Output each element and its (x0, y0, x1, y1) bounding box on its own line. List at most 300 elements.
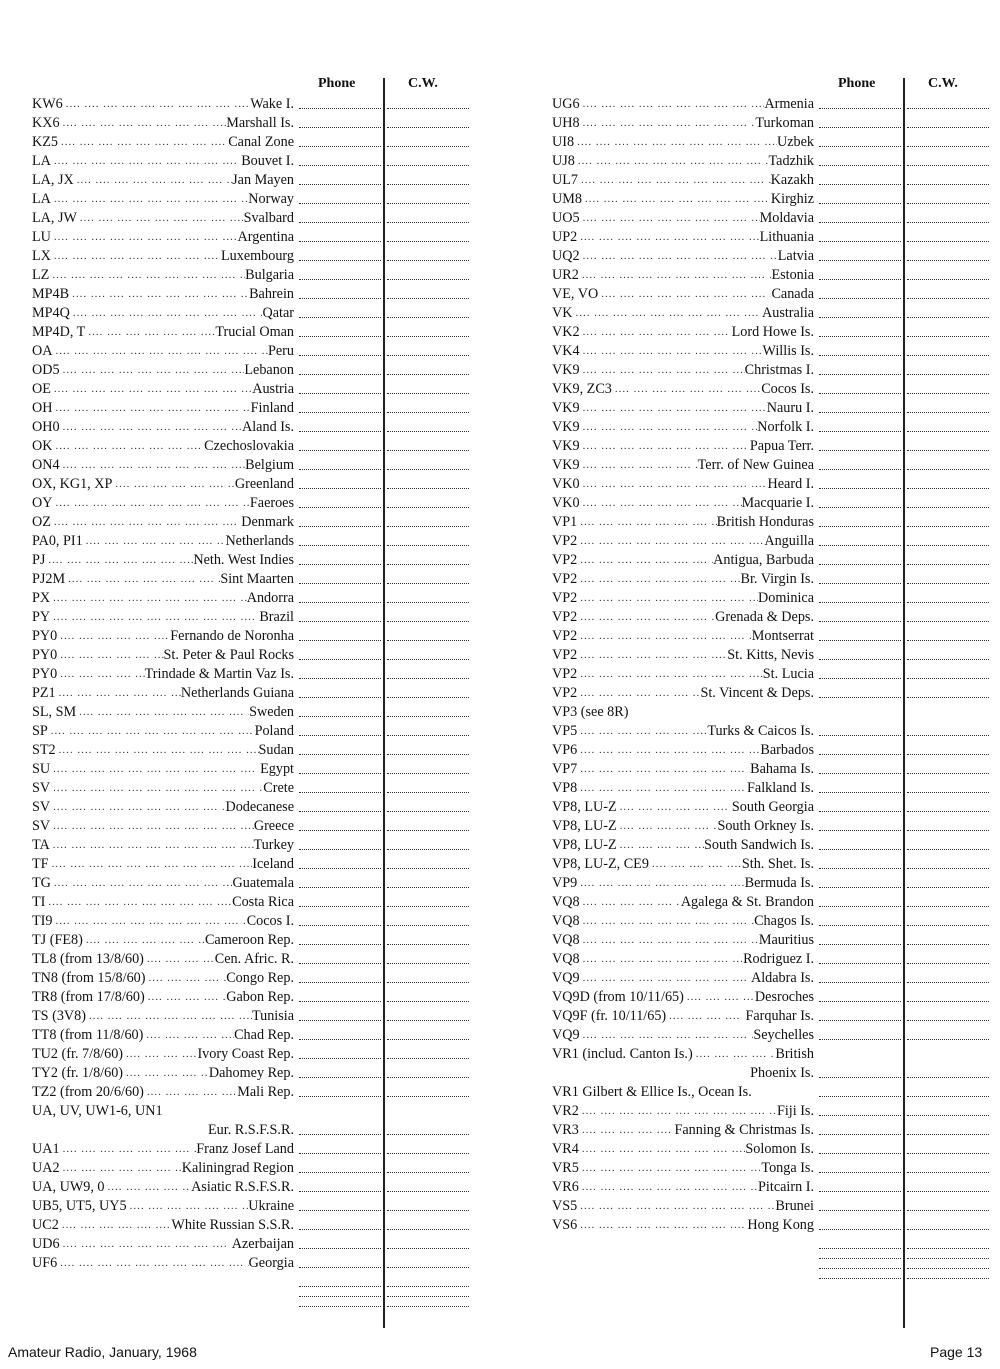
dot-leader (577, 570, 740, 589)
cw-entry-line (387, 615, 469, 622)
cw-entry-line (387, 634, 469, 641)
callsign: KX6 (32, 115, 60, 131)
dot-leader (50, 836, 254, 855)
dot-leader (53, 494, 250, 513)
phone-entry-line (819, 976, 901, 983)
cw-entry-line (907, 463, 989, 470)
dot-leader (580, 323, 732, 342)
dot-leader (50, 779, 263, 798)
phone-entry-line (819, 1033, 901, 1040)
cw-entry-line (387, 1166, 469, 1173)
phone-entry-line (819, 1223, 901, 1230)
callsign: PY0 (32, 628, 58, 644)
phone-entry-line (299, 1014, 381, 1021)
callsign: OZ (32, 514, 51, 530)
country-name: White Russian S.S.R. (171, 1217, 294, 1233)
country-name: Moldavia (759, 210, 814, 226)
phone-entry-line (299, 615, 381, 622)
phone-entry-line (299, 463, 381, 470)
dot-leader (50, 760, 260, 779)
phone-entry-line (299, 900, 381, 907)
footer-publication: Amateur Radio, January, 1968 (8, 1344, 197, 1360)
cw-entry-line (387, 102, 469, 109)
cw-entry-line (907, 900, 989, 907)
dot-leader (144, 1083, 237, 1102)
country-name: Costa Rica (232, 894, 294, 910)
phone-entry-line (299, 786, 381, 793)
callsign: TI (32, 894, 46, 910)
country-name: British (775, 1046, 814, 1062)
phone-entry-line (819, 919, 901, 926)
callsign: VS5 (552, 1198, 578, 1214)
phone-entry-line (299, 862, 381, 869)
dot-leader (60, 418, 242, 437)
callsign: VS6 (552, 1217, 578, 1233)
dot-leader (53, 342, 268, 361)
country-name: Nauru I. (766, 400, 814, 416)
phone-entry-line (819, 197, 901, 204)
callsign: LZ (32, 267, 50, 283)
dot-leader (60, 1159, 182, 1178)
dot-leader (577, 1197, 775, 1216)
dot-leader (53, 912, 247, 931)
cw-entry-line (907, 102, 989, 109)
callsign: KZ5 (32, 134, 59, 150)
phone-entry-line (819, 1109, 901, 1116)
dot-leader (684, 988, 755, 1007)
country-name: Mali Rep. (237, 1084, 294, 1100)
callsign: OH0 (32, 419, 60, 435)
country-name: Cen. Afric. R. (214, 951, 294, 967)
dot-leader (666, 1007, 745, 1026)
callsign: VR3 (552, 1122, 579, 1138)
dot-leader (74, 171, 232, 190)
phone-header: Phone (838, 76, 876, 91)
callsign: VK9, ZC3 (552, 381, 612, 397)
country-name: Grenada & Deps. (715, 609, 814, 625)
phone-entry-line (299, 1280, 381, 1287)
dot-leader (579, 1140, 746, 1159)
cw-entry-line (907, 634, 989, 641)
country-name: Uzbek (776, 134, 814, 150)
cw-entry-line (387, 178, 469, 185)
country-name: Papua Terr. (749, 438, 814, 454)
dot-leader (579, 266, 772, 285)
cw-entry-line (907, 729, 989, 736)
cw-entry-line (907, 159, 989, 166)
country-name: Dodecanese (225, 799, 294, 815)
dot-leader (69, 285, 249, 304)
country-name: Cocos Is. (761, 381, 814, 397)
cw-entry-line (907, 406, 989, 413)
callsign: VP2 (552, 647, 578, 663)
country-name: Neth. West Indies (193, 552, 294, 568)
country-name: Terr. of New Guinea (697, 457, 814, 473)
country-name: British Honduras (716, 514, 814, 530)
dot-leader (579, 1178, 758, 1197)
country-name: Falkland Is. (747, 780, 814, 796)
callsign: VQ8 (552, 951, 580, 967)
cw-entry-line (387, 767, 469, 774)
phone-entry-line (819, 653, 901, 660)
cw-entry-line (387, 1290, 469, 1297)
footer-page-number: Page 13 (930, 1344, 983, 1360)
dot-leader (58, 133, 228, 152)
dot-leader (123, 1045, 197, 1064)
cw-entry-line (387, 1242, 469, 1249)
cw-entry-line (387, 406, 469, 413)
country-name: Belgium (245, 457, 294, 473)
cw-entry-line (387, 311, 469, 318)
country-name: Ukraine (248, 1198, 294, 1214)
phone-entry-line (299, 995, 381, 1002)
country-name: Luxembourg (220, 248, 294, 264)
phone-entry-line (299, 1052, 381, 1059)
cw-entry-line (907, 1262, 989, 1269)
cw-entry-line (387, 425, 469, 432)
phone-entry-line (819, 1242, 901, 1249)
cw-entry-line (387, 1014, 469, 1021)
country-name: Norway (248, 191, 294, 207)
phone-entry-line (819, 672, 901, 679)
callsign: TZ2 (from 20/6/60) (32, 1084, 144, 1100)
dot-leader (123, 1064, 209, 1083)
phone-entry-line (299, 805, 381, 812)
dot-leader (45, 551, 193, 570)
dot-leader (649, 855, 742, 874)
cw-entry-line (907, 311, 989, 318)
phone-entry-line (299, 292, 381, 299)
dot-leader (60, 1140, 197, 1159)
cw-entry-line (387, 1147, 469, 1154)
cw-entry-line (907, 1109, 989, 1116)
callsign: UA, UV, UW1-6, UN1 (32, 1103, 163, 1119)
callsign: VP2 (552, 571, 578, 587)
phone-entry-line (299, 881, 381, 888)
callsign: TF (32, 856, 49, 872)
country-name: Seychelles (753, 1027, 814, 1043)
callsign: VR1 Gilbert & Ellice Is., Ocean Is. (552, 1084, 752, 1100)
phone-entry-line (299, 729, 381, 736)
callsign: OX, KG1, XP (32, 476, 113, 492)
cw-entry-line (387, 558, 469, 565)
cw-entry-line (907, 254, 989, 261)
dot-leader (580, 1026, 754, 1045)
cw-entry-line (387, 1280, 469, 1287)
callsign: SP (32, 723, 48, 739)
callsign: UG6 (552, 96, 580, 112)
phone-entry-line (299, 121, 381, 128)
phone-entry-line (299, 254, 381, 261)
dot-leader (580, 361, 745, 380)
cw-entry-line (907, 1033, 989, 1040)
cw-entry-line (907, 1128, 989, 1135)
callsign: VP2 (552, 552, 578, 568)
country-name: Agalega & St. Brandon (680, 894, 814, 910)
phone-entry-line (819, 330, 901, 337)
phone-entry-line (819, 159, 901, 166)
phone-entry-line (299, 691, 381, 698)
country-name: Armenia (764, 96, 814, 112)
cw-entry-line (907, 273, 989, 280)
phone-entry-line (819, 121, 901, 128)
cw-entry-line (387, 691, 469, 698)
dot-leader (60, 114, 227, 133)
dot-leader (617, 798, 732, 817)
dot-leader (145, 988, 227, 1007)
country-name: Brunei (775, 1198, 814, 1214)
phone-entry-line (819, 444, 901, 451)
phone-entry-line (819, 1090, 901, 1097)
country-name: Macquarie I. (741, 495, 814, 511)
dot-leader (50, 608, 259, 627)
country-name: Aland Is. (241, 419, 294, 435)
callsign: UP2 (552, 229, 578, 245)
callsign: VP6 (552, 742, 578, 758)
phone-entry-line (299, 1300, 381, 1307)
dot-leader (580, 342, 763, 361)
phone-entry-line (299, 919, 381, 926)
column-divider (383, 78, 385, 1328)
country-name: Pitcairn I. (758, 1179, 814, 1195)
callsign: VK9 (552, 457, 580, 473)
dot-leader (580, 399, 767, 418)
dot-leader (56, 741, 259, 760)
callsign: SU (32, 761, 51, 777)
cw-entry-line (907, 615, 989, 622)
country-name: Canal Zone (228, 134, 294, 150)
country-name: Greece (253, 818, 294, 834)
country-name: Austria (252, 381, 294, 397)
country-name: Bahama Is. (750, 761, 814, 777)
country-name: Hong Kong (747, 1217, 814, 1233)
cw-entry-line (387, 1300, 469, 1307)
callsign: VR4 (552, 1141, 579, 1157)
dot-leader (580, 95, 765, 114)
cw-entry-line (387, 957, 469, 964)
dot-leader (86, 1007, 252, 1026)
phone-entry-line (299, 653, 381, 660)
dot-leader (580, 912, 755, 931)
phone-entry-line (299, 1090, 381, 1097)
callsign: UO5 (552, 210, 580, 226)
phone-entry-line (819, 1128, 901, 1135)
country-name: Willis Is. (762, 343, 814, 359)
callsign: MP4D, T (32, 324, 86, 340)
phone-entry-line (299, 444, 381, 451)
cw-entry-line (387, 1052, 469, 1059)
cw-entry-line (907, 121, 989, 128)
country-name: Christmas I. (744, 362, 814, 378)
cw-entry-line (907, 919, 989, 926)
phone-entry-line (299, 140, 381, 147)
callsign: VK9 (552, 400, 580, 416)
dot-leader (49, 266, 245, 285)
phone-entry-line (299, 938, 381, 945)
phone-entry-line (819, 102, 901, 109)
country-name: Azerbaijan (231, 1236, 294, 1252)
callsign: PA0, PI1 (32, 533, 83, 549)
cw-entry-line (907, 938, 989, 945)
country-name: South Sandwich Is. (704, 837, 814, 853)
dot-leader (57, 646, 163, 665)
callsign: UM8 (552, 191, 582, 207)
country-name: Solomon Is. (745, 1141, 814, 1157)
phone-entry-line (819, 862, 901, 869)
country-name: Bulgaria (245, 267, 294, 283)
dot-leader (580, 475, 768, 494)
callsign: VE, VO (552, 286, 599, 302)
cw-entry-line (387, 444, 469, 451)
phone-entry-line (819, 178, 901, 185)
callsign: PY0 (32, 647, 58, 663)
cw-entry-line (387, 577, 469, 584)
phone-entry-line (819, 311, 901, 318)
country-name: Bouvet I. (241, 153, 294, 169)
country-name: Turkoman (755, 115, 814, 131)
cw-entry-line (907, 976, 989, 983)
country-name: Eur. R.S.F.S.R. (208, 1122, 294, 1138)
country-name: Lord Howe Is. (731, 324, 814, 340)
phone-entry-line (299, 824, 381, 831)
dot-leader (580, 437, 750, 456)
phone-entry-line (819, 1147, 901, 1154)
callsign: OH (32, 400, 53, 416)
dot-leader (578, 171, 771, 190)
country-name: Greenland (234, 476, 294, 492)
dot-leader (49, 855, 253, 874)
cw-entry-line (907, 140, 989, 147)
dot-leader (53, 437, 205, 456)
cw-entry-line (387, 862, 469, 869)
cw-entry-line (387, 292, 469, 299)
phone-entry-line (299, 1185, 381, 1192)
cw-entry-line (387, 976, 469, 983)
cw-entry-line (387, 254, 469, 261)
dot-leader (51, 228, 238, 247)
dot-leader (577, 665, 763, 684)
dot-leader (60, 456, 246, 475)
country-name: Estonia (771, 267, 814, 283)
dot-leader (145, 969, 226, 988)
cw-entry-line (387, 159, 469, 166)
phone-entry-line (819, 501, 901, 508)
phone-entry-line (819, 748, 901, 755)
country-name: Chad Rep. (234, 1027, 294, 1043)
country-name: Sth. Shet. Is. (741, 856, 814, 872)
phone-entry-line (299, 577, 381, 584)
callsign: LA (32, 191, 51, 207)
cw-entry-line (907, 748, 989, 755)
cw-entry-line (387, 273, 469, 280)
callsign: VP2 (552, 685, 578, 701)
dot-leader (83, 931, 205, 950)
phone-entry-line (819, 463, 901, 470)
cw-entry-line (387, 235, 469, 242)
phone-entry-line (819, 292, 901, 299)
country-name: Ivory Coast Rep. (197, 1046, 294, 1062)
column-divider (903, 78, 905, 1328)
cw-entry-line (387, 805, 469, 812)
cw-entry-line (387, 463, 469, 470)
callsign: OK (32, 438, 53, 454)
country-name: Fernando de Noronha (170, 628, 294, 644)
cw-entry-line (387, 938, 469, 945)
phone-entry-line (299, 235, 381, 242)
dot-leader (51, 874, 233, 893)
cw-entry-line (907, 330, 989, 337)
dot-leader (577, 874, 744, 893)
country-name: Peru (267, 343, 294, 359)
cw-entry-line (907, 957, 989, 964)
cw-entry-line (387, 1033, 469, 1040)
callsign: VP3 (see 8R) (552, 704, 629, 720)
dot-leader (577, 684, 700, 703)
dot-leader (51, 513, 241, 532)
country-name: Gabon Rep. (226, 989, 294, 1005)
phone-entry-line (299, 159, 381, 166)
cw-entry-line (907, 1204, 989, 1211)
dot-leader (580, 418, 758, 437)
cw-entry-line (387, 748, 469, 755)
cw-entry-line (387, 653, 469, 660)
country-name: Turks & Caicos Is. (707, 723, 814, 739)
cw-entry-line (907, 482, 989, 489)
phone-entry-line (299, 1261, 381, 1268)
callsign: TY2 (fr. 1/8/60) (32, 1065, 124, 1081)
callsign: LA, JX (32, 172, 74, 188)
callsign: VQ8 (552, 932, 580, 948)
dot-leader (144, 950, 215, 969)
callsign: VQ8 (552, 913, 580, 929)
dot-leader (617, 836, 704, 855)
phone-entry-line (819, 957, 901, 964)
cw-entry-line (387, 349, 469, 356)
callsign: VK9 (552, 438, 580, 454)
phone-entry-line (299, 520, 381, 527)
dot-leader (50, 817, 254, 836)
cw-entry-line (907, 1272, 989, 1279)
cw-entry-line (387, 729, 469, 736)
country-name: South Georgia (731, 799, 814, 815)
dot-leader (50, 798, 225, 817)
cw-entry-line (907, 1242, 989, 1249)
dot-leader (57, 627, 170, 646)
callsign: ON4 (32, 457, 60, 473)
dot-leader (598, 285, 771, 304)
dot-leader (617, 817, 718, 836)
dot-leader (65, 570, 220, 589)
phone-entry-line (299, 710, 381, 717)
dot-leader (577, 589, 758, 608)
cw-entry-line (907, 653, 989, 660)
dot-leader (693, 1045, 776, 1064)
phone-entry-line (819, 368, 901, 375)
phone-header: Phone (318, 76, 356, 91)
callsign: MP4Q (32, 305, 70, 321)
callsign: VQ8 (552, 894, 580, 910)
callsign: VR1 (includ. Canton Is.) (552, 1046, 693, 1062)
cw-entry-line (387, 1090, 469, 1097)
cw-entry-line (907, 216, 989, 223)
dot-leader (579, 1121, 675, 1140)
callsign: VQ9F (fr. 10/11/65) (552, 1008, 667, 1024)
phone-entry-line (299, 1242, 381, 1249)
dot-leader (60, 361, 245, 380)
phone-entry-line (819, 805, 901, 812)
callsign: TL8 (from 13/8/60) (32, 951, 144, 967)
phone-entry-line (819, 273, 901, 280)
